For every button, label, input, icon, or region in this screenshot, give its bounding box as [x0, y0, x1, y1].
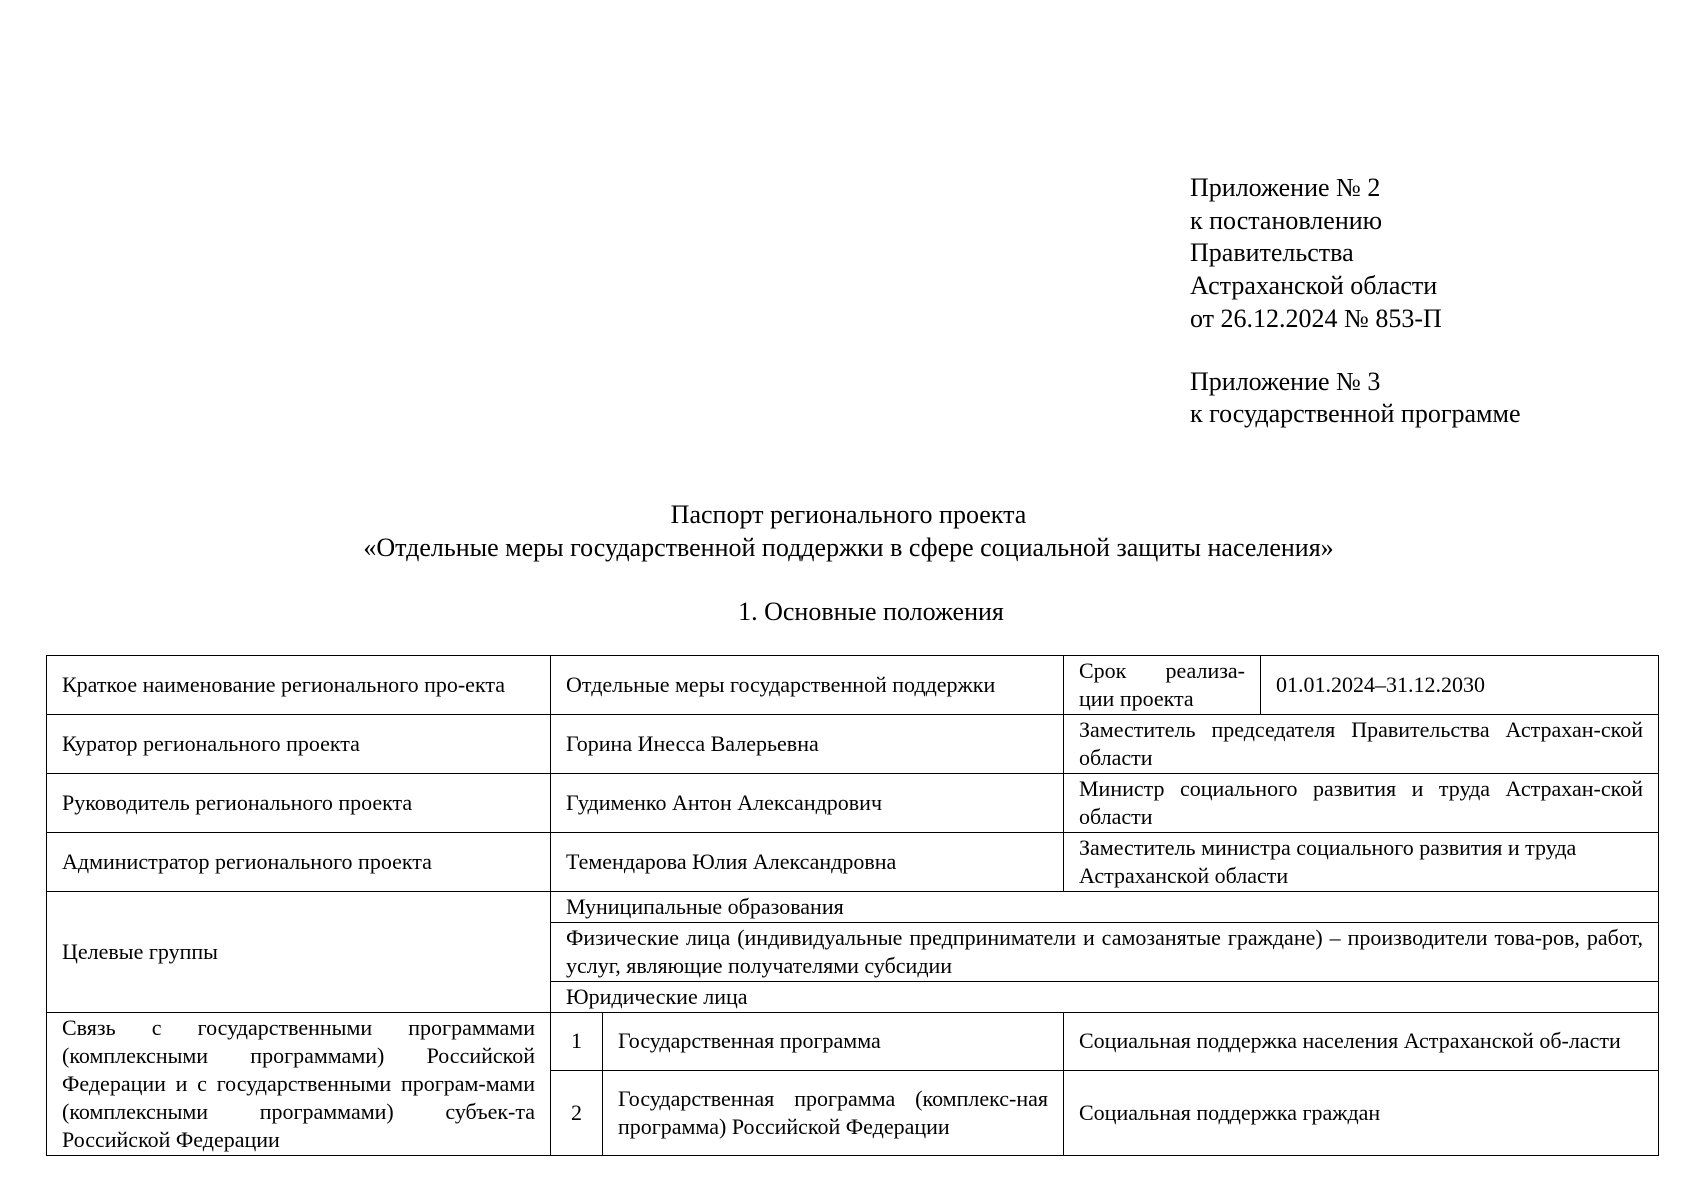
table-row-curator	[47, 715, 1659, 774]
program-number: 1	[551, 1013, 603, 1071]
target-groups-label: Целевые группы	[47, 892, 551, 1013]
table-row-administrator	[47, 833, 1659, 892]
program-type: Государственная программа (комплекс-ная программа) Российской Федерации	[603, 1070, 1064, 1155]
section-heading: 1. Основные положения	[738, 597, 1004, 626]
appendix-2-line-4: Астраханской области	[1190, 271, 1438, 301]
table-row-program-1	[47, 1013, 1659, 1071]
program-number: 2	[551, 1070, 603, 1155]
table-row-short-name	[47, 656, 1659, 715]
program-name: Социальная поддержка населения Астраханской об-ласти	[1064, 1013, 1659, 1071]
table-row-target-group-1	[47, 892, 1659, 923]
head-name: Гудименко Антон Александрович	[551, 774, 1064, 833]
target-group-item: Юридические лица	[551, 982, 1659, 1013]
programs-label: Связь с государственными программами (комплексными программами) Российской Федерации и с государственными програм-мами (комплексными программами) субъек-та Российской Федерации	[47, 1013, 551, 1156]
short-name-value: Отдельные меры государственной поддержки	[551, 656, 1064, 715]
appendix-2-line-3: Правительства	[1190, 238, 1354, 268]
appendix-spacer	[1190, 336, 1521, 366]
table-row-head	[47, 774, 1659, 833]
administrator-name: Темендарова Юлия Александровна	[551, 833, 1064, 892]
appendix-2-line-2: к постановлению	[1190, 205, 1383, 235]
title-line-2: «Отдельные меры государственной поддержки в сфере социальной защиты населения»	[363, 533, 1334, 562]
appendix-2-line-1: Приложение № 2	[1190, 173, 1381, 202]
appendix-2-block	[1190, 172, 1521, 431]
administrator-position: Заместитель министра социального развития и труда Астраханской области	[1064, 833, 1659, 892]
curator-label: Куратор регионального проекта	[47, 715, 551, 774]
appendix-3-line-1: Приложение № 3	[1190, 366, 1381, 396]
appendix-3-line-2: к государственной программе	[1190, 399, 1521, 429]
document-title	[0, 498, 1697, 564]
project-passport-table	[46, 655, 1659, 1156]
term-label: Срок реализа-ции проекта	[1064, 656, 1261, 715]
term-value: 01.01.2024–31.12.2030	[1261, 656, 1659, 715]
short-name-label: Краткое наименование регионального про-екта	[47, 656, 551, 715]
administrator-label: Администратор регионального проекта	[47, 833, 551, 892]
head-position: Министр социального развития и труда Астрахан-ской области	[1064, 774, 1659, 833]
program-type: Государственная программа	[603, 1013, 1064, 1071]
title-line-1: Паспорт регионального проекта	[670, 500, 1027, 529]
target-group-item: Физические лица (индивидуальные предприниматели и самозанятые граждане) – производители това-ров, работ, услуг, являющие получателями субсидии	[551, 923, 1659, 982]
head-label: Руководитель регионального проекта	[47, 774, 551, 833]
target-group-item: Муниципальные образования	[551, 892, 1659, 923]
program-name: Социальная поддержка граждан	[1064, 1070, 1659, 1155]
appendix-2-line-5: от 26.12.2024 № 853-П	[1190, 303, 1442, 333]
curator-position: Заместитель председателя Правительства Астрахан-ской области	[1064, 715, 1659, 774]
curator-name: Горина Инесса Валерьевна	[551, 715, 1064, 774]
